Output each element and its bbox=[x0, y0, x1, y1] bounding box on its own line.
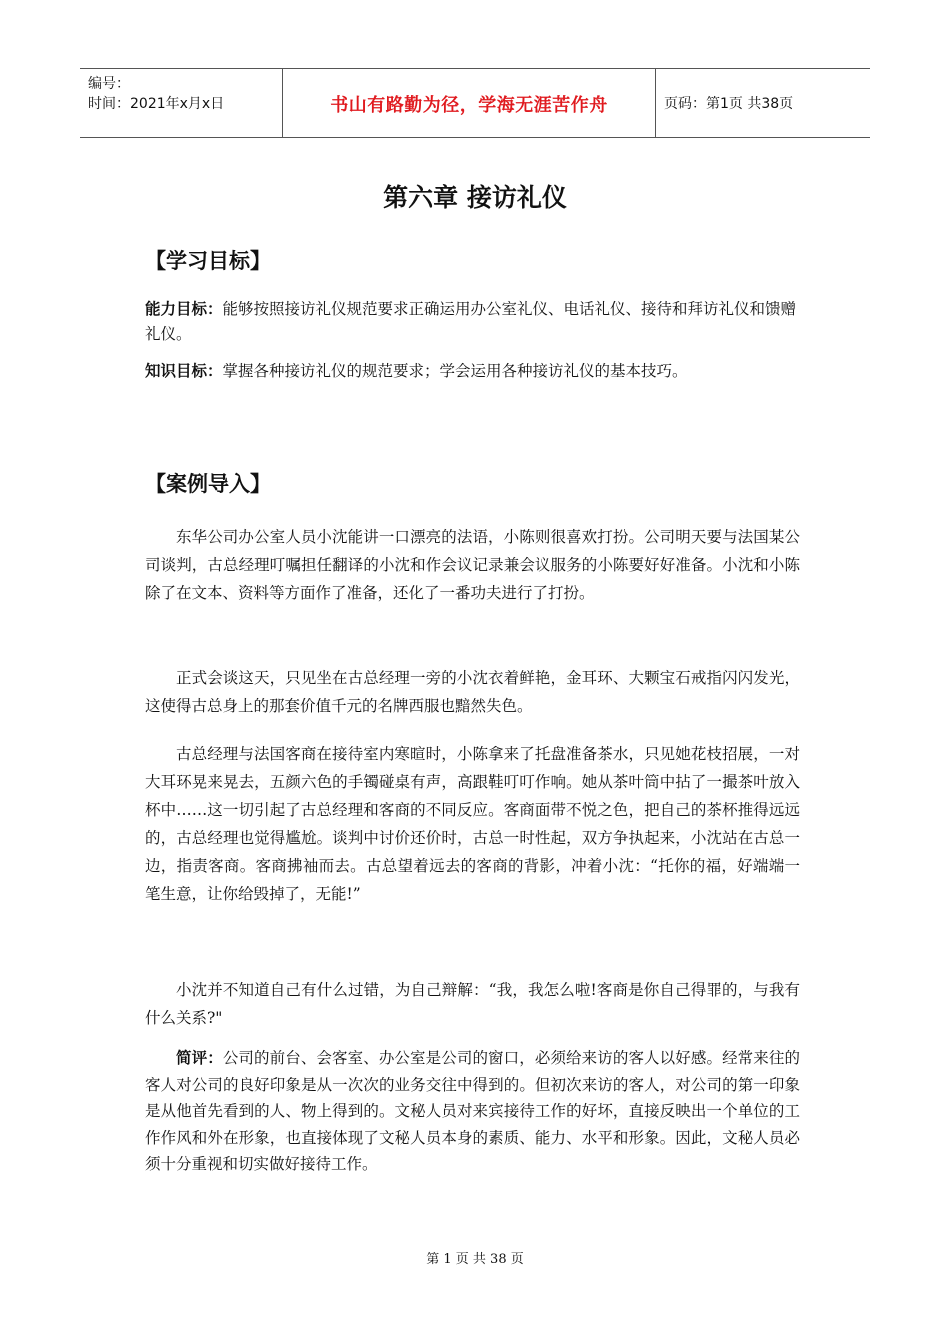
case-paragraph: 小沈并不知道自己有什么过错，为自己辩解：“我，我怎么啦!客商是你自己得罪的，与我有什么关系?" bbox=[145, 981, 800, 1027]
page-footer: 第 1 页 共 38 页 bbox=[426, 1252, 524, 1267]
comment-text: 公司的前台、会客室、办公室是公司的窗口，必须给来访的客人以好感。经常来往的客人对公司的良好印象是从一次次的业务交往中得到的。但初次来访的客人，对公司的第一印象是从他首先看到的人、物上得到的。文秘人员对来宾接待工作的好坏，直接反映出一个单位的工作作风和外在形象，也直接体现了文秘人员本身的素质、能力、水平和形象。因此，文秘人员必须十分重视和切实做好接待工作。 bbox=[145, 1049, 800, 1173]
ability-label: 能力目标： bbox=[145, 300, 223, 318]
knowledge-label: 知识目标： bbox=[145, 362, 223, 380]
knowledge-objective bbox=[145, 359, 810, 384]
page-header bbox=[80, 68, 870, 138]
header-page-cell bbox=[656, 69, 870, 137]
header-meta-cell bbox=[80, 69, 283, 137]
ability-objective bbox=[145, 297, 810, 347]
section-heading-case: 【案例导入】 bbox=[145, 472, 271, 496]
page-info: 页码：第1页 共38页 bbox=[664, 96, 794, 112]
ability-text: 能够按照接访礼仪规范要求正确运用办公室礼仪、电话礼仪、接待和拜访礼仪和馈赠礼仪。 bbox=[145, 300, 797, 343]
comment-paragraph bbox=[145, 1045, 800, 1178]
time-label: 时间：2021年x月x日 bbox=[88, 96, 225, 112]
motto: 书山有路勤为径，学海无涯苦作舟 bbox=[330, 95, 608, 116]
comment-label: 简评： bbox=[176, 1049, 223, 1067]
case-paragraph: 古总经理与法国客商在接待室内寒暄时，小陈拿来了托盘准备茶水，只见她花枝招展，一对大耳环晃来晃去，五颜六色的手镯碰桌有声，高跟鞋叮叮作响。她从茶叶筒中拈了一撮茶叶放入杯中……这一切引起了古总经理和客商的不同反应。客商面带不悦之色，把自己的茶杯推得远远的，古总经理也觉得尴尬。谈判中讨价还价时，古总一时性起，双方争执起来，小沈站在古总一边，指责客商。客商拂袖而去。古总望着远去的客商的背影，冲着小沈：“托你的福，好端端一笔生意，让你给毁掉了，无能!” bbox=[145, 745, 800, 903]
knowledge-text: 掌握各种接访礼仪的规范要求；学会运用各种接访礼仪的基本技巧。 bbox=[222, 362, 688, 380]
serial-label: 编号： bbox=[88, 76, 130, 92]
section-heading-objectives: 【学习目标】 bbox=[145, 249, 271, 273]
chapter-title: 第六章 接访礼仪 bbox=[383, 183, 567, 212]
case-paragraph: 正式会谈这天，只见坐在古总经理一旁的小沈衣着鲜艳，金耳环、大颗宝石戒指闪闪发光，这使得古总身上的那套价值千元的名牌西服也黯然失色。 bbox=[145, 669, 800, 715]
header-motto-cell bbox=[283, 69, 656, 137]
case-paragraph: 东华公司办公室人员小沈能讲一口漂亮的法语，小陈则很喜欢打扮。公司明天要与法国某公司谈判，古总经理叮嘱担任翻译的小沈和作会议记录兼会议服务的小陈要好好准备。小沈和小陈除了在文本、资料等方面作了准备，还化了一番功夫进行了打扮。 bbox=[145, 528, 800, 602]
